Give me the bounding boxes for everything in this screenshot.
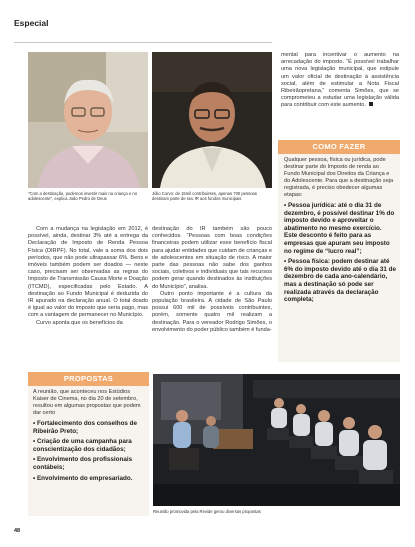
article-text-continuation: mental para incentivar o aumento na arrecadação do imposto. “É possível trabalhar uma nova legislação municipal, que estipule um valor oficial de destinação à assistência social, além de estimular a Nota Fiscal Ribeirãopretana,” comenta Simões, que se comprometeu a estudar uma legislação válida para contribuir com este aumento. bbox=[281, 52, 399, 109]
proposal-item: • Envolvimento dos profissionais contábeis; bbox=[33, 456, 133, 471]
header-divider bbox=[14, 42, 272, 43]
meeting-image bbox=[153, 374, 400, 506]
portrait-photo-right bbox=[152, 52, 272, 188]
how-to-bullet: • Pessoa jurídica: até o dia 31 de dezembro, é possível destinar 1% do imposto devido e aproveitar o abatimento no mesmo exercício. Este desconto é feito para as empresas que apuram seu imposto no regime de “lucro real”; bbox=[284, 202, 395, 255]
meeting-photo bbox=[153, 374, 400, 506]
portrait-right-image bbox=[152, 52, 272, 188]
section-label: Especial bbox=[14, 18, 49, 28]
article-paragraph: Outro ponto importante é a cultura da população brasileira. A cidade de São Paulo possui 600 mil de possíveis contribuintes, porém, somente quatro mil realizam a destinação. Para o vereador Rodrigo Simões, o envolvimento do poder público também é funda- bbox=[152, 290, 272, 333]
portrait-left-image bbox=[28, 52, 148, 188]
caption-left: "Com a destinação, podemos investir mais na criança e no adolescente", explica João Pedro de Deus bbox=[28, 191, 138, 202]
article-column-right-top bbox=[281, 52, 399, 110]
proposal-item: • Fortalecimento dos conselhos de Ribeirão Preto; bbox=[33, 420, 138, 435]
proposal-item: • Envolvimento do empresariado. bbox=[33, 474, 133, 482]
how-to-title: COMO FAZER bbox=[278, 140, 400, 154]
article-paragraph: destinação do IR também são pouco conhecidos. “Pessoas com boas condições financeiras podem utilizar esse benefício fiscal para ajudar entidades que cuidam de crianças e de adolescentes em situação de risco. A maior parte das pessoas não sabe dos ganhos sociais, coletivos e individuais que tais recursos podem gerar quando destinados às instituições do Município”, analisa. bbox=[152, 226, 272, 290]
article-paragraph: Com a mudança na legislação em 2012, é possível, ainda, destinar 3% até a entrega da Declaração de Imposto de Renda Pessoa Física (DIRPF). No total, vale a soma dos dois períodos, que não pode ultrapassar 6%. Bens e imóveis também podem ser doados — neste caso, precisam ser observadas as regras do Imposto de Transmissão Causa Morte e Doação (ITCMD), especificadas pelo Estado. A destinação ao Fundo Municipal é deduzida do IR apurado na declaração anual. O total doado é igual ao valor do imposto que seria pago, mas com a vantagem de permanecer no Município. bbox=[28, 226, 149, 319]
how-to-bullet: • Pessoa física: podem destinar até 6% do imposto devido até o dia 31 de dezembro de cada ano-calendário, mas a destinação só pode ser realizada através da declaração completa; bbox=[284, 258, 396, 304]
article-paragraph: Curvo aponta que os benefícios da bbox=[36, 319, 123, 326]
proposals-title: PROPOSTAS bbox=[28, 372, 149, 386]
how-to-intro: Qualquer pessoa, física ou jurídica, pode destinar parte do Imposto de renda ao Fundo Municipal dos Direitos da Criança e do Adolescente. Para que a destinação seja registrada, é preciso obedecer algumas etapas: bbox=[284, 157, 394, 198]
proposal-item: • Criação de uma campanha para conscientização dos cidadãos; bbox=[33, 438, 132, 453]
article-column-left bbox=[28, 226, 148, 327]
proposals-panel bbox=[28, 372, 149, 516]
caption-right: Júlio Curvo: de 15mil contribuintes, apenas 700 pessoas destinam parte de seu IR aos fundos municipais bbox=[152, 191, 257, 202]
end-mark bbox=[369, 102, 373, 106]
proposals-intro: A reunião, que aconteceu nos Estúdios Kaiser de Cinema, no dia 20 de setembro, resultou em algumas propostas que podem dar certo bbox=[33, 389, 141, 416]
page-number: 48 bbox=[14, 528, 21, 534]
portrait-photo-left bbox=[28, 52, 148, 188]
article-column-middle bbox=[152, 226, 272, 334]
caption-bottom: Reunião promovida pela Revide gerou diversas propostas bbox=[153, 509, 261, 514]
how-to-panel bbox=[278, 140, 400, 362]
